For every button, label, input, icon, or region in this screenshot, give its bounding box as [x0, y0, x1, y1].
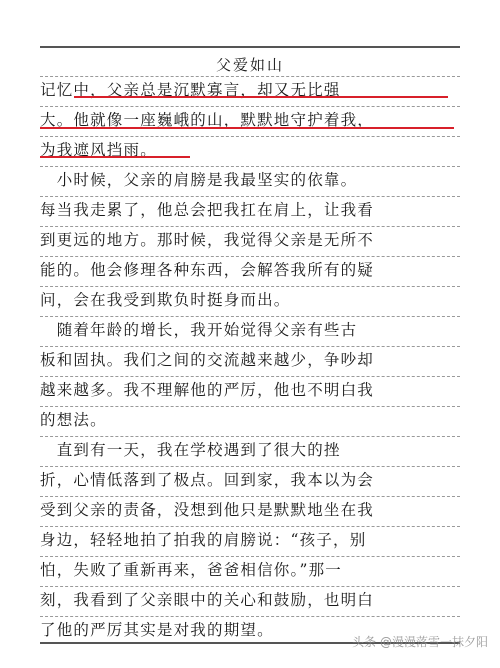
- rule-line: [40, 616, 460, 617]
- text-line: 记忆中，父亲总是沉默寡言，却又无比强: [40, 81, 341, 99]
- text-line: 到更远的地方。那时候，我觉得父亲是无所不: [40, 231, 375, 249]
- rule-line: [40, 226, 460, 227]
- rule-line: [40, 256, 460, 257]
- rule-line: [40, 496, 460, 497]
- text-line: 折，心情低落到了极点。回到家，我本以为会: [40, 471, 375, 489]
- text-line: 了他的严厉其实是对我的期望。: [40, 621, 274, 639]
- red-underline: [40, 127, 454, 129]
- text-line: 大。他就像一座巍峨的山，默默地守护着我，: [40, 111, 375, 129]
- top-border-line: [40, 46, 460, 48]
- rule-line: [40, 76, 460, 77]
- rule-line: [40, 526, 460, 527]
- rule-line: [40, 286, 460, 287]
- rule-line: [40, 376, 460, 377]
- rule-line: [40, 436, 460, 437]
- rule-line: [40, 136, 460, 137]
- text-line: 随着年龄的增长，我开始觉得父亲有些古: [40, 321, 358, 339]
- text-line: 受到父亲的责备，没想到他只是默默地坐在我: [40, 501, 375, 519]
- page-title: 父爱如山: [215, 56, 284, 74]
- text-line: 小时候，父亲的肩膀是我最坚实的依靠。: [40, 171, 358, 189]
- text-line: 刻，我看到了父亲眼中的关心和鼓励，也明白: [40, 591, 375, 609]
- text-line: 问，会在我受到欺负时挺身而出。: [40, 291, 291, 309]
- text-line: 能的。他会修理各种东西，会解答我所有的疑: [40, 261, 375, 279]
- text-line: 的想法。: [40, 411, 107, 429]
- rule-line: [40, 316, 460, 317]
- rule-line: [40, 166, 460, 167]
- text-line: 直到有一天，我在学校遇到了很大的挫: [40, 441, 341, 459]
- text-line: 身边，轻轻地拍了拍我的肩膀说：“孩子，别: [40, 531, 367, 549]
- rule-line: [40, 406, 460, 407]
- text-line: 怕，失败了重新再来，爸爸相信你。”那一: [40, 561, 342, 579]
- red-underline: [40, 156, 190, 158]
- text-line: 板和固执。我们之间的交流越来越少，争吵却: [40, 351, 375, 369]
- red-underline: [74, 96, 448, 98]
- watermark: 头条 @漫漫落雪一抹夕阳: [352, 635, 488, 649]
- text-line: 每当我走累了，他总会把我扛在肩上，让我看: [40, 201, 375, 219]
- rule-line: [40, 196, 460, 197]
- rule-line: [40, 466, 460, 467]
- rule-line: [40, 346, 460, 347]
- rule-line: [40, 106, 460, 107]
- rule-line: [40, 586, 460, 587]
- rule-line: [40, 556, 460, 557]
- text-line: 为我遮风挡雨。: [40, 141, 157, 159]
- text-line: 越来越多。我不理解他的严厉，他也不明白我: [40, 381, 375, 399]
